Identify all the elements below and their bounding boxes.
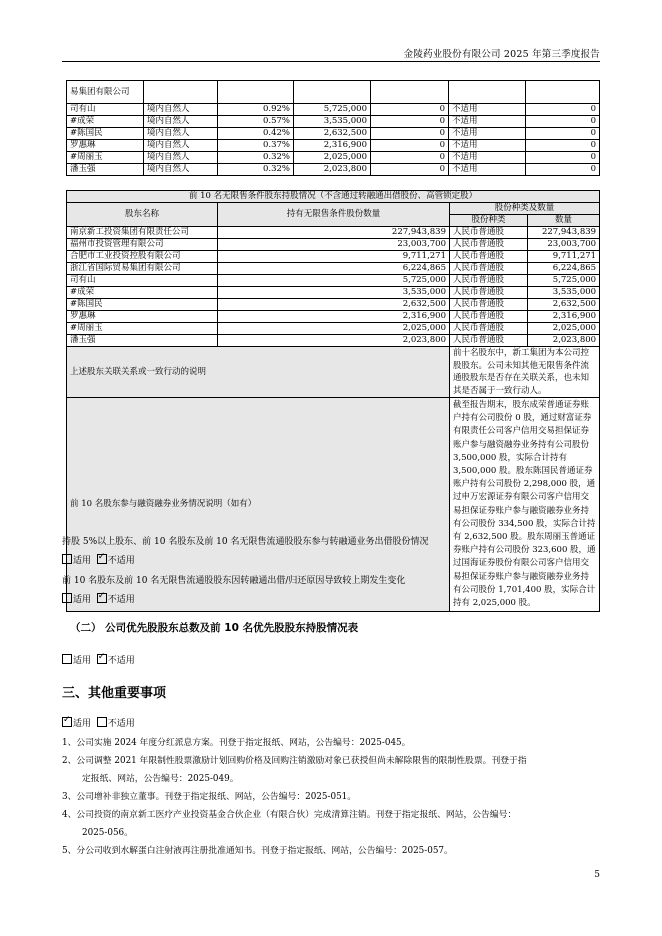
- page-number: 5: [594, 870, 600, 880]
- table-row: #周丽玉 境内自然人 0.32% 2,025,000 0 不适用 0: [67, 152, 600, 164]
- list-item-cont: 定报纸、网站，公告编号：2025-049。: [82, 774, 239, 784]
- list-item: 5、分公司收到水解蛋白注射液再注册批准通知书。刊登于指定报纸、网站，公告编号：2025-057。: [62, 846, 453, 856]
- lending-change-note: 前 10 名股东及前 10 名无限售流通股股东因转融通出借/归还原因导致较上期发生变化: [62, 576, 406, 586]
- related-parties-row: [67, 347, 600, 398]
- table-row: 合肥市工业投资控股有限公司 9,711,271 人民币普通股 9,711,271: [67, 251, 600, 263]
- table-row: 南京新工投资集团有限责任公司 227,943,839 人民币普通股 227,943,839: [67, 227, 600, 239]
- checkbox-unchecked-icon[interactable]: [62, 654, 72, 664]
- table-row: 潘玉强 境内自然人 0.32% 2,023,800 0 不适用 0: [67, 164, 600, 176]
- col-header-qty: 持有无限售条件股份数量: [218, 203, 450, 227]
- related-parties-text: 前十名股东中，新工集团为本公司控股股东。公司未知其他无限售条件流通股股东是否存在关联关系，也未知其是否属于一致行动人。: [450, 347, 600, 398]
- col-header-name: 股东名称: [67, 203, 218, 227]
- header-rule: [62, 61, 600, 62]
- table-row: #成荣 境内自然人 0.57% 3,535,000 0 不适用 0: [67, 116, 600, 128]
- col-header-kind: 股份种类及数量: [450, 203, 600, 215]
- list-item: 3、公司增补非独立董事。刊登于指定报纸、网站，公告编号：2025-051。: [62, 792, 357, 802]
- table-row: 潘玉强 2,023,800 人民币普通股 2,023,800: [67, 335, 600, 347]
- margin-trading-text: 截至报告期末，股东成荣普通证券账户持有公司股份 0 股，通过财富证券有限责任公司客户信用交易担保证券账户参与融资融券业务持有公司股份 3,500,000 股，实际合计持有 3,500,000 股。股东陈国民普通证券账户持有公司股份 2,298,000 股，通过申万宏源证券有限公司客户信用交易担保证券账户参与融资融券业务持有公司股份 334,500 股，实际合计持有 2,632,500 股。股东周丽玉普通证券账户持有公司股份 323,600 股，通过国海证券股份有限公司客户信用交易担保证券账户参与融资融券业务持有公司股份 1,701,400 股，实际合计持有 2,025,000 股。: [450, 398, 600, 612]
- lending-options: 适用 ✓ 不适用: [62, 553, 135, 566]
- table-row: 浙江省国际贸易集团有限公司 6,224,865 人民币普通股 6,224,865: [67, 263, 600, 275]
- table-row: #周丽玉 2,025,000 人民币普通股 2,025,000: [67, 323, 600, 335]
- related-parties-label: 上述股东关联关系或一致行动的说明: [67, 347, 450, 398]
- col-header-kind-qty: 数量: [528, 215, 600, 227]
- table-title-row: [67, 191, 600, 203]
- table-title: 前 10 名无限售条件股东持股情况（不含通过转融通出借股份、高管锁定股）: [67, 191, 600, 203]
- checkbox-checked-icon[interactable]: [97, 654, 107, 664]
- table-header-row: [67, 203, 600, 215]
- section-2-title: （二） 公司优先股股东总数及前 10 名优先股股东持股情况表: [70, 622, 359, 634]
- lending-note: 持股 5%以上股东、前 10 名股东及前 10 名无限售流通股股东参与转融通业务出借股份情况: [62, 537, 429, 547]
- list-item-cont: 2025-056。: [82, 828, 133, 838]
- checkbox-checked-icon[interactable]: [97, 554, 107, 564]
- checkbox-unchecked-icon[interactable]: [97, 717, 107, 727]
- unrestricted-shareholders-table: [66, 190, 600, 612]
- list-item: 4、公司投资的南京新工医疗产业投资基金合伙企业（有限合伙）完成清算注销。刊登于指定报纸、网站，公告编号：: [62, 810, 517, 820]
- table-row: 罗惠琳 境内自然人 0.37% 2,316,900 0 不适用 0: [67, 140, 600, 152]
- table-row: #陈国民 境内自然人 0.42% 2,632,500 0 不适用 0: [67, 128, 600, 140]
- other-matters-options: ✓适用 不适用: [62, 716, 135, 729]
- table-row: [67, 81, 600, 104]
- checkbox-unchecked-icon[interactable]: [62, 593, 72, 603]
- table-cell: 易集团有限公司: [67, 81, 144, 104]
- page-header: 金陵药业股份有限公司 2025 年第三季度报告: [403, 49, 600, 60]
- table-row: #成荣 3,535,000 人民币普通股 3,535,000: [67, 287, 600, 299]
- preferred-options: 适用 ✓ 不适用: [62, 653, 135, 666]
- margin-trading-label: 前 10 名股东参与融资融券业务情况说明（如有）: [67, 398, 450, 612]
- table-row: #陈国民 2,632,500 人民币普通股 2,632,500: [67, 299, 600, 311]
- section-3-title: 三、其他重要事项: [62, 686, 167, 701]
- lending-change-options: 适用 ✓ 不适用: [62, 592, 135, 605]
- list-item: 1、公司实施 2024 年度分红派息方案。刊登于指定报纸、网站，公告编号：2025-045。: [62, 738, 411, 748]
- checkbox-unchecked-icon[interactable]: [62, 554, 72, 564]
- list-item: 2、公司调整 2021 年限制性股票激励计划回购价格及回购注销激励对象已获授但尚未解除限售的限制性股票。刊登于指: [62, 756, 527, 766]
- table-row: 司有山 境内自然人 0.92% 5,725,000 0 不适用 0: [67, 104, 600, 116]
- table-row: 福州市投资管理有限公司 23,003,700 人民币普通股 23,003,700: [67, 239, 600, 251]
- table-row: 罗惠琳 2,316,900 人民币普通股 2,316,900: [67, 311, 600, 323]
- col-header-kind-type: 股份种类: [450, 215, 528, 227]
- table-row: 司有山 5,725,000 人民币普通股 5,725,000: [67, 275, 600, 287]
- checkbox-checked-icon[interactable]: [62, 717, 72, 727]
- checkbox-checked-icon[interactable]: [97, 593, 107, 603]
- top-shareholders-table-continued: [66, 80, 600, 176]
